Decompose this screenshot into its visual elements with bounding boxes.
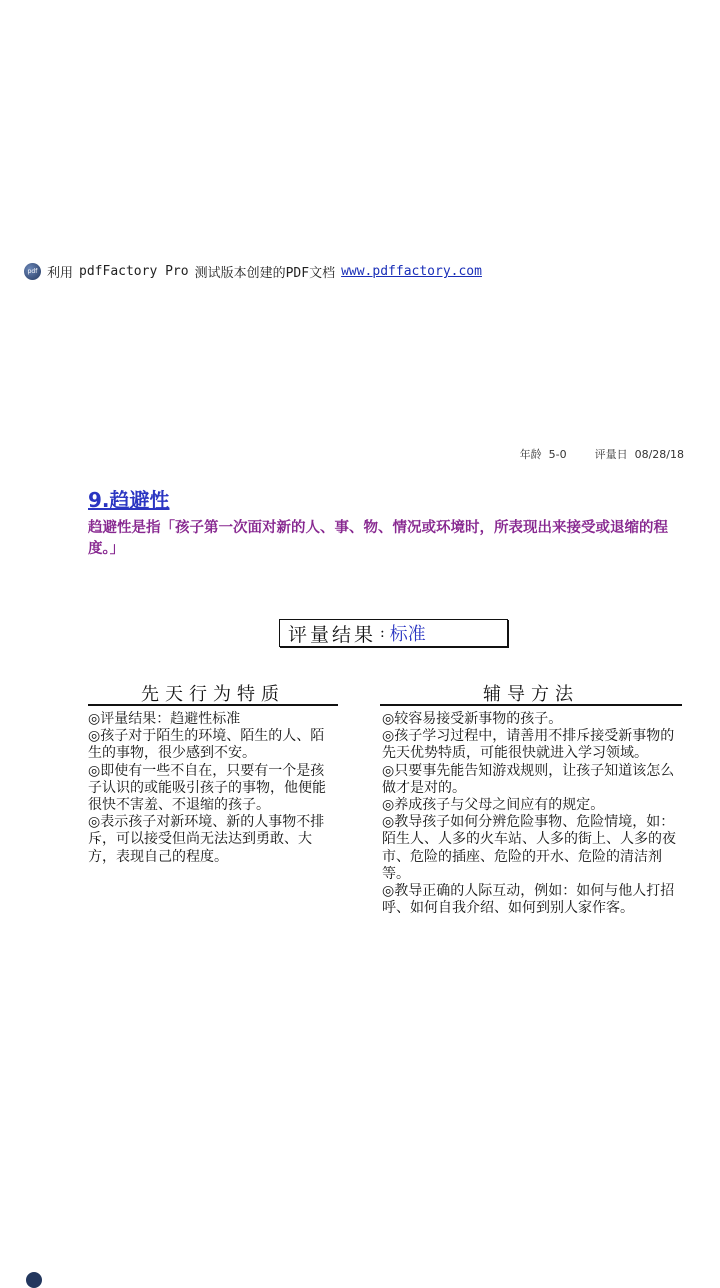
list-item: ◎较容易接受新事物的孩子。	[382, 711, 563, 727]
result-separator: :	[380, 625, 388, 641]
pdffactory-logo-icon: pdf	[24, 263, 41, 280]
report-meta	[520, 446, 684, 462]
banner-prefix: 利用	[47, 266, 74, 281]
next-page-logo-icon	[26, 1272, 42, 1288]
result-value: 标准	[389, 624, 426, 645]
age-label: 年龄	[519, 448, 542, 461]
banner-suffix: 测试版本创建的PDF文档	[194, 266, 336, 281]
list-item: ◎评量结果：趋避性标准	[88, 711, 241, 727]
right-column-body	[382, 711, 680, 917]
list-item: ◎孩子学习过程中，请善用不排斥接受新事物的先天优势特质，可能很快就进入学习领域。	[382, 728, 675, 762]
section-definition: 趋避性是指「孩子第一次面对新的人、事、物、情况或环境时，所表现出来接受或退缩的程度。」	[88, 520, 668, 557]
result-label: 评量结果	[288, 623, 377, 646]
right-column-heading: 辅导方法	[380, 680, 682, 706]
left-column-heading: 先天行为特质	[88, 680, 338, 706]
list-item: ◎即使有一些不自在，只要有一个是孩子认识的或能吸引孩子的事物，他便能很快不害羞、不退缩的孩子。	[88, 762, 326, 814]
age-value: 5-0	[548, 448, 567, 461]
list-item: ◎孩子对于陌生的环境、陌生的人、陌生的事物，很少感到不安。	[88, 728, 325, 762]
date-value: 08/28/18	[634, 448, 684, 461]
list-item: ◎只要事先能告知游戏规则，让孩子知道该怎么做才是对的。	[382, 762, 675, 796]
age-field	[520, 446, 567, 462]
date-field	[595, 446, 684, 462]
banner-link[interactable]: www.pdffactory.com	[341, 264, 482, 279]
pdffactory-banner	[24, 262, 482, 281]
section-title: 9.趋避性	[88, 488, 170, 512]
date-label: 评量日	[594, 448, 628, 461]
result-box	[279, 619, 508, 647]
list-item: ◎教导正确的人际互动，例如：如何与他人打招呼、如何自我介绍、如何到别人家作客。	[382, 883, 675, 917]
banner-product: pdfFactory Pro	[79, 264, 189, 279]
list-item: ◎教导孩子如何分辨危险事物、危险情境，如：陌生人、人多的火车站、人多的街上、人多的夜市、危险的插座、危险的开水、危险的清洁剂等。	[382, 814, 676, 882]
list-item: ◎表示孩子对新环境、新的人事物不排斥，可以接受但尚无法达到勇敢、大方，表现自己的程度。	[88, 814, 325, 865]
list-item: ◎养成孩子与父母之间应有的规定。	[382, 797, 605, 814]
left-column-body	[88, 711, 338, 866]
